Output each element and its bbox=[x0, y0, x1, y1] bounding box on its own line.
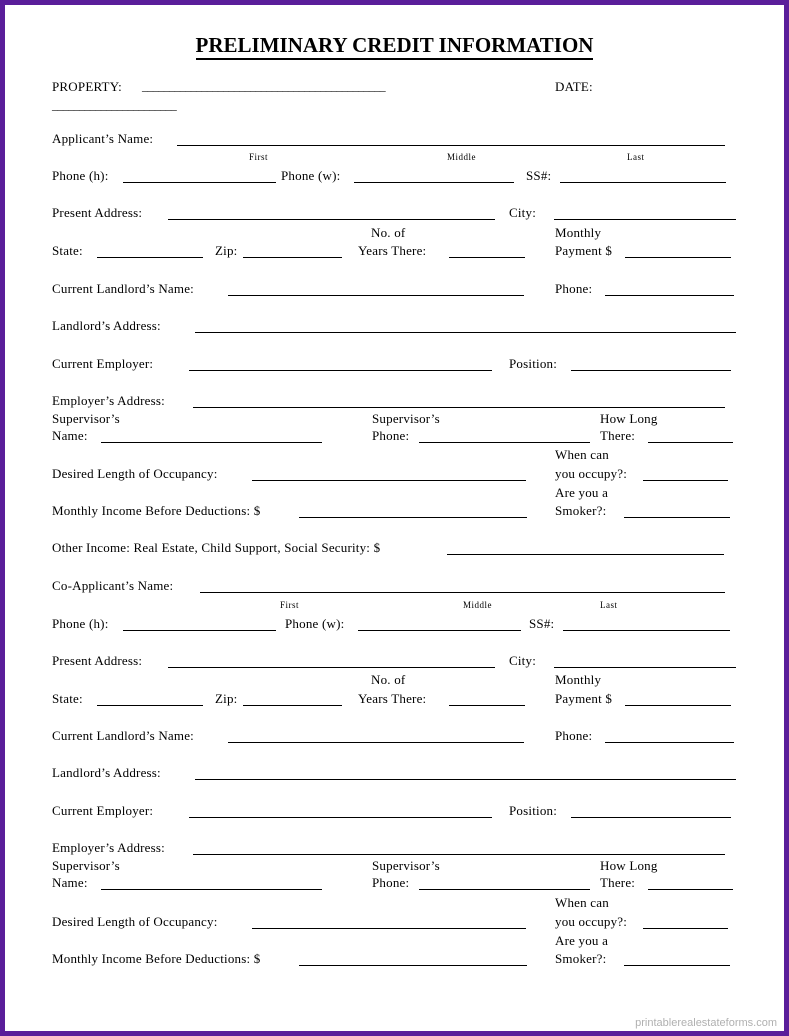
first-caption: First bbox=[249, 152, 269, 162]
last-caption: Last bbox=[627, 152, 645, 162]
state-field[interactable] bbox=[97, 257, 203, 258]
monthly-income-field[interactable] bbox=[299, 517, 527, 518]
no-of-label: No. of bbox=[371, 225, 406, 240]
co-monthly-income-label: Monthly Income Before Deductions: $ bbox=[52, 951, 261, 966]
co-employer-field[interactable] bbox=[189, 817, 492, 818]
position-label: Position: bbox=[509, 356, 558, 371]
co-phone-home-label: Phone (h): bbox=[52, 616, 109, 631]
co-ssn-label: SS#: bbox=[529, 616, 555, 631]
ssn-label: SS#: bbox=[526, 168, 552, 183]
city-field[interactable] bbox=[554, 219, 736, 220]
co-smoker-field[interactable] bbox=[624, 965, 730, 966]
co-landlord-phone-field[interactable] bbox=[605, 742, 734, 743]
co-landlord-phone-label: Phone: bbox=[555, 728, 593, 743]
date-field[interactable]: _______________________ bbox=[52, 98, 177, 112]
how-long-label: There: bbox=[600, 428, 636, 443]
occupy-date-field[interactable] bbox=[643, 480, 728, 481]
co-position-field[interactable] bbox=[571, 817, 731, 818]
co-supervisor-phone-caption: Supervisor’s bbox=[372, 858, 440, 873]
city-label: City: bbox=[509, 205, 537, 220]
applicant-name-field[interactable] bbox=[177, 145, 725, 146]
landlord-phone-field[interactable] bbox=[605, 295, 734, 296]
middle-caption: Middle bbox=[447, 152, 476, 162]
landlord-phone-label: Phone: bbox=[555, 281, 593, 296]
co-occupy-date-field[interactable] bbox=[643, 928, 728, 929]
years-there-label: Years There: bbox=[358, 243, 427, 258]
smoker-label: Smoker?: bbox=[555, 503, 607, 518]
phone-home-label: Phone (h): bbox=[52, 168, 109, 183]
co-state-label: State: bbox=[52, 691, 83, 706]
co-first-caption: First bbox=[280, 600, 300, 610]
co-applicant-name-field[interactable] bbox=[200, 592, 725, 593]
co-zip-label: Zip: bbox=[215, 691, 238, 706]
property-field[interactable]: _____________________________________________ bbox=[142, 79, 386, 93]
co-payment-label: Payment $ bbox=[555, 691, 613, 706]
employer-label: Current Employer: bbox=[52, 356, 154, 371]
ssn-field[interactable] bbox=[560, 182, 726, 183]
co-smoker-label: Smoker?: bbox=[555, 951, 607, 966]
phone-work-field[interactable] bbox=[354, 182, 514, 183]
co-monthly-label: Monthly bbox=[555, 672, 602, 687]
when-can-caption: When can bbox=[555, 447, 609, 462]
co-payment-field[interactable] bbox=[625, 705, 731, 706]
payment-field[interactable] bbox=[625, 257, 731, 258]
supervisor-phone-caption: Supervisor’s bbox=[372, 411, 440, 426]
co-position-label: Position: bbox=[509, 803, 558, 818]
smoker-field[interactable] bbox=[624, 517, 730, 518]
co-landlord-name-label: Current Landlord’s Name: bbox=[52, 728, 194, 743]
co-last-caption: Last bbox=[600, 600, 618, 610]
landlord-address-field[interactable] bbox=[195, 332, 736, 333]
co-city-field[interactable] bbox=[554, 667, 736, 668]
position-field[interactable] bbox=[571, 370, 731, 371]
state-label: State: bbox=[52, 243, 83, 258]
landlord-name-label: Current Landlord’s Name: bbox=[52, 281, 194, 296]
watermark: printablerealestateforms.com bbox=[635, 1017, 777, 1029]
co-city-label: City: bbox=[509, 653, 537, 668]
co-applicant-name-label: Co-Applicant’s Name: bbox=[52, 578, 174, 593]
date-label: DATE: bbox=[555, 79, 593, 94]
employer-field[interactable] bbox=[189, 370, 492, 371]
landlord-address-label: Landlord’s Address: bbox=[52, 318, 161, 333]
are-you-a-caption: Are you a bbox=[555, 485, 609, 500]
other-income-field[interactable] bbox=[447, 554, 724, 555]
property-label: PROPERTY: bbox=[52, 79, 122, 94]
co-middle-caption: Middle bbox=[463, 600, 492, 610]
co-desired-length-label: Desired Length of Occupancy: bbox=[52, 914, 218, 929]
co-when-can-caption: When can bbox=[555, 895, 609, 910]
supervisor-phone-field[interactable] bbox=[419, 442, 590, 443]
co-state-field[interactable] bbox=[97, 705, 203, 706]
co-how-long-caption: How Long bbox=[600, 858, 658, 873]
employer-address-field[interactable] bbox=[193, 407, 725, 408]
desired-length-label: Desired Length of Occupancy: bbox=[52, 466, 218, 481]
landlord-name-field[interactable] bbox=[228, 295, 524, 296]
co-landlord-name-field[interactable] bbox=[228, 742, 524, 743]
supervisor-phone-label: Phone: bbox=[372, 428, 410, 443]
present-address-label: Present Address: bbox=[52, 205, 143, 220]
co-occupy-label: you occupy?: bbox=[555, 914, 628, 929]
payment-label: Payment $ bbox=[555, 243, 613, 258]
co-how-long-label: There: bbox=[600, 875, 636, 890]
phone-home-field[interactable] bbox=[123, 182, 276, 183]
supervisor-name-field[interactable] bbox=[101, 442, 322, 443]
co-monthly-income-field[interactable] bbox=[299, 965, 527, 966]
co-ssn-field[interactable] bbox=[563, 630, 730, 631]
co-phone-home-field[interactable] bbox=[123, 630, 276, 631]
supervisor-name-caption: Supervisor’s bbox=[52, 411, 120, 426]
co-years-there-field[interactable] bbox=[449, 705, 525, 706]
present-address-field[interactable] bbox=[168, 219, 495, 220]
zip-field[interactable] bbox=[243, 257, 342, 258]
co-present-address-field[interactable] bbox=[168, 667, 495, 668]
phone-work-label: Phone (w): bbox=[281, 168, 341, 183]
other-income-label: Other Income: Real Estate, Child Support, Social Security: $ bbox=[52, 540, 381, 555]
co-how-long-field[interactable] bbox=[648, 889, 733, 890]
monthly-income-label: Monthly Income Before Deductions: $ bbox=[52, 503, 261, 518]
co-phone-work-label: Phone (w): bbox=[285, 616, 345, 631]
co-supervisor-name-field[interactable] bbox=[101, 889, 322, 890]
desired-length-field[interactable] bbox=[252, 480, 526, 481]
co-supervisor-name-label: Name: bbox=[52, 875, 88, 890]
monthly-label: Monthly bbox=[555, 225, 602, 240]
co-supervisor-phone-field[interactable] bbox=[419, 889, 590, 890]
co-employer-address-field[interactable] bbox=[193, 854, 725, 855]
co-years-there-label: Years There: bbox=[358, 691, 427, 706]
form-title: PRELIMINARY CREDIT INFORMATION bbox=[0, 35, 789, 56]
co-employer-address-label: Employer’s Address: bbox=[52, 840, 165, 855]
how-long-caption: How Long bbox=[600, 411, 658, 426]
co-no-of-label: No. of bbox=[371, 672, 406, 687]
employer-address-label: Employer’s Address: bbox=[52, 393, 165, 408]
co-supervisor-name-caption: Supervisor’s bbox=[52, 858, 120, 873]
zip-label: Zip: bbox=[215, 243, 238, 258]
co-landlord-address-field[interactable] bbox=[195, 779, 736, 780]
co-phone-work-field[interactable] bbox=[358, 630, 521, 631]
how-long-field[interactable] bbox=[648, 442, 733, 443]
occupy-label: you occupy?: bbox=[555, 466, 628, 481]
years-there-field[interactable] bbox=[449, 257, 525, 258]
co-desired-length-field[interactable] bbox=[252, 928, 526, 929]
co-zip-field[interactable] bbox=[243, 705, 342, 706]
applicant-name-label: Applicant’s Name: bbox=[52, 131, 154, 146]
co-employer-label: Current Employer: bbox=[52, 803, 154, 818]
co-present-address-label: Present Address: bbox=[52, 653, 143, 668]
supervisor-name-label: Name: bbox=[52, 428, 88, 443]
co-supervisor-phone-label: Phone: bbox=[372, 875, 410, 890]
co-are-you-a-caption: Are you a bbox=[555, 933, 609, 948]
co-landlord-address-label: Landlord’s Address: bbox=[52, 765, 161, 780]
